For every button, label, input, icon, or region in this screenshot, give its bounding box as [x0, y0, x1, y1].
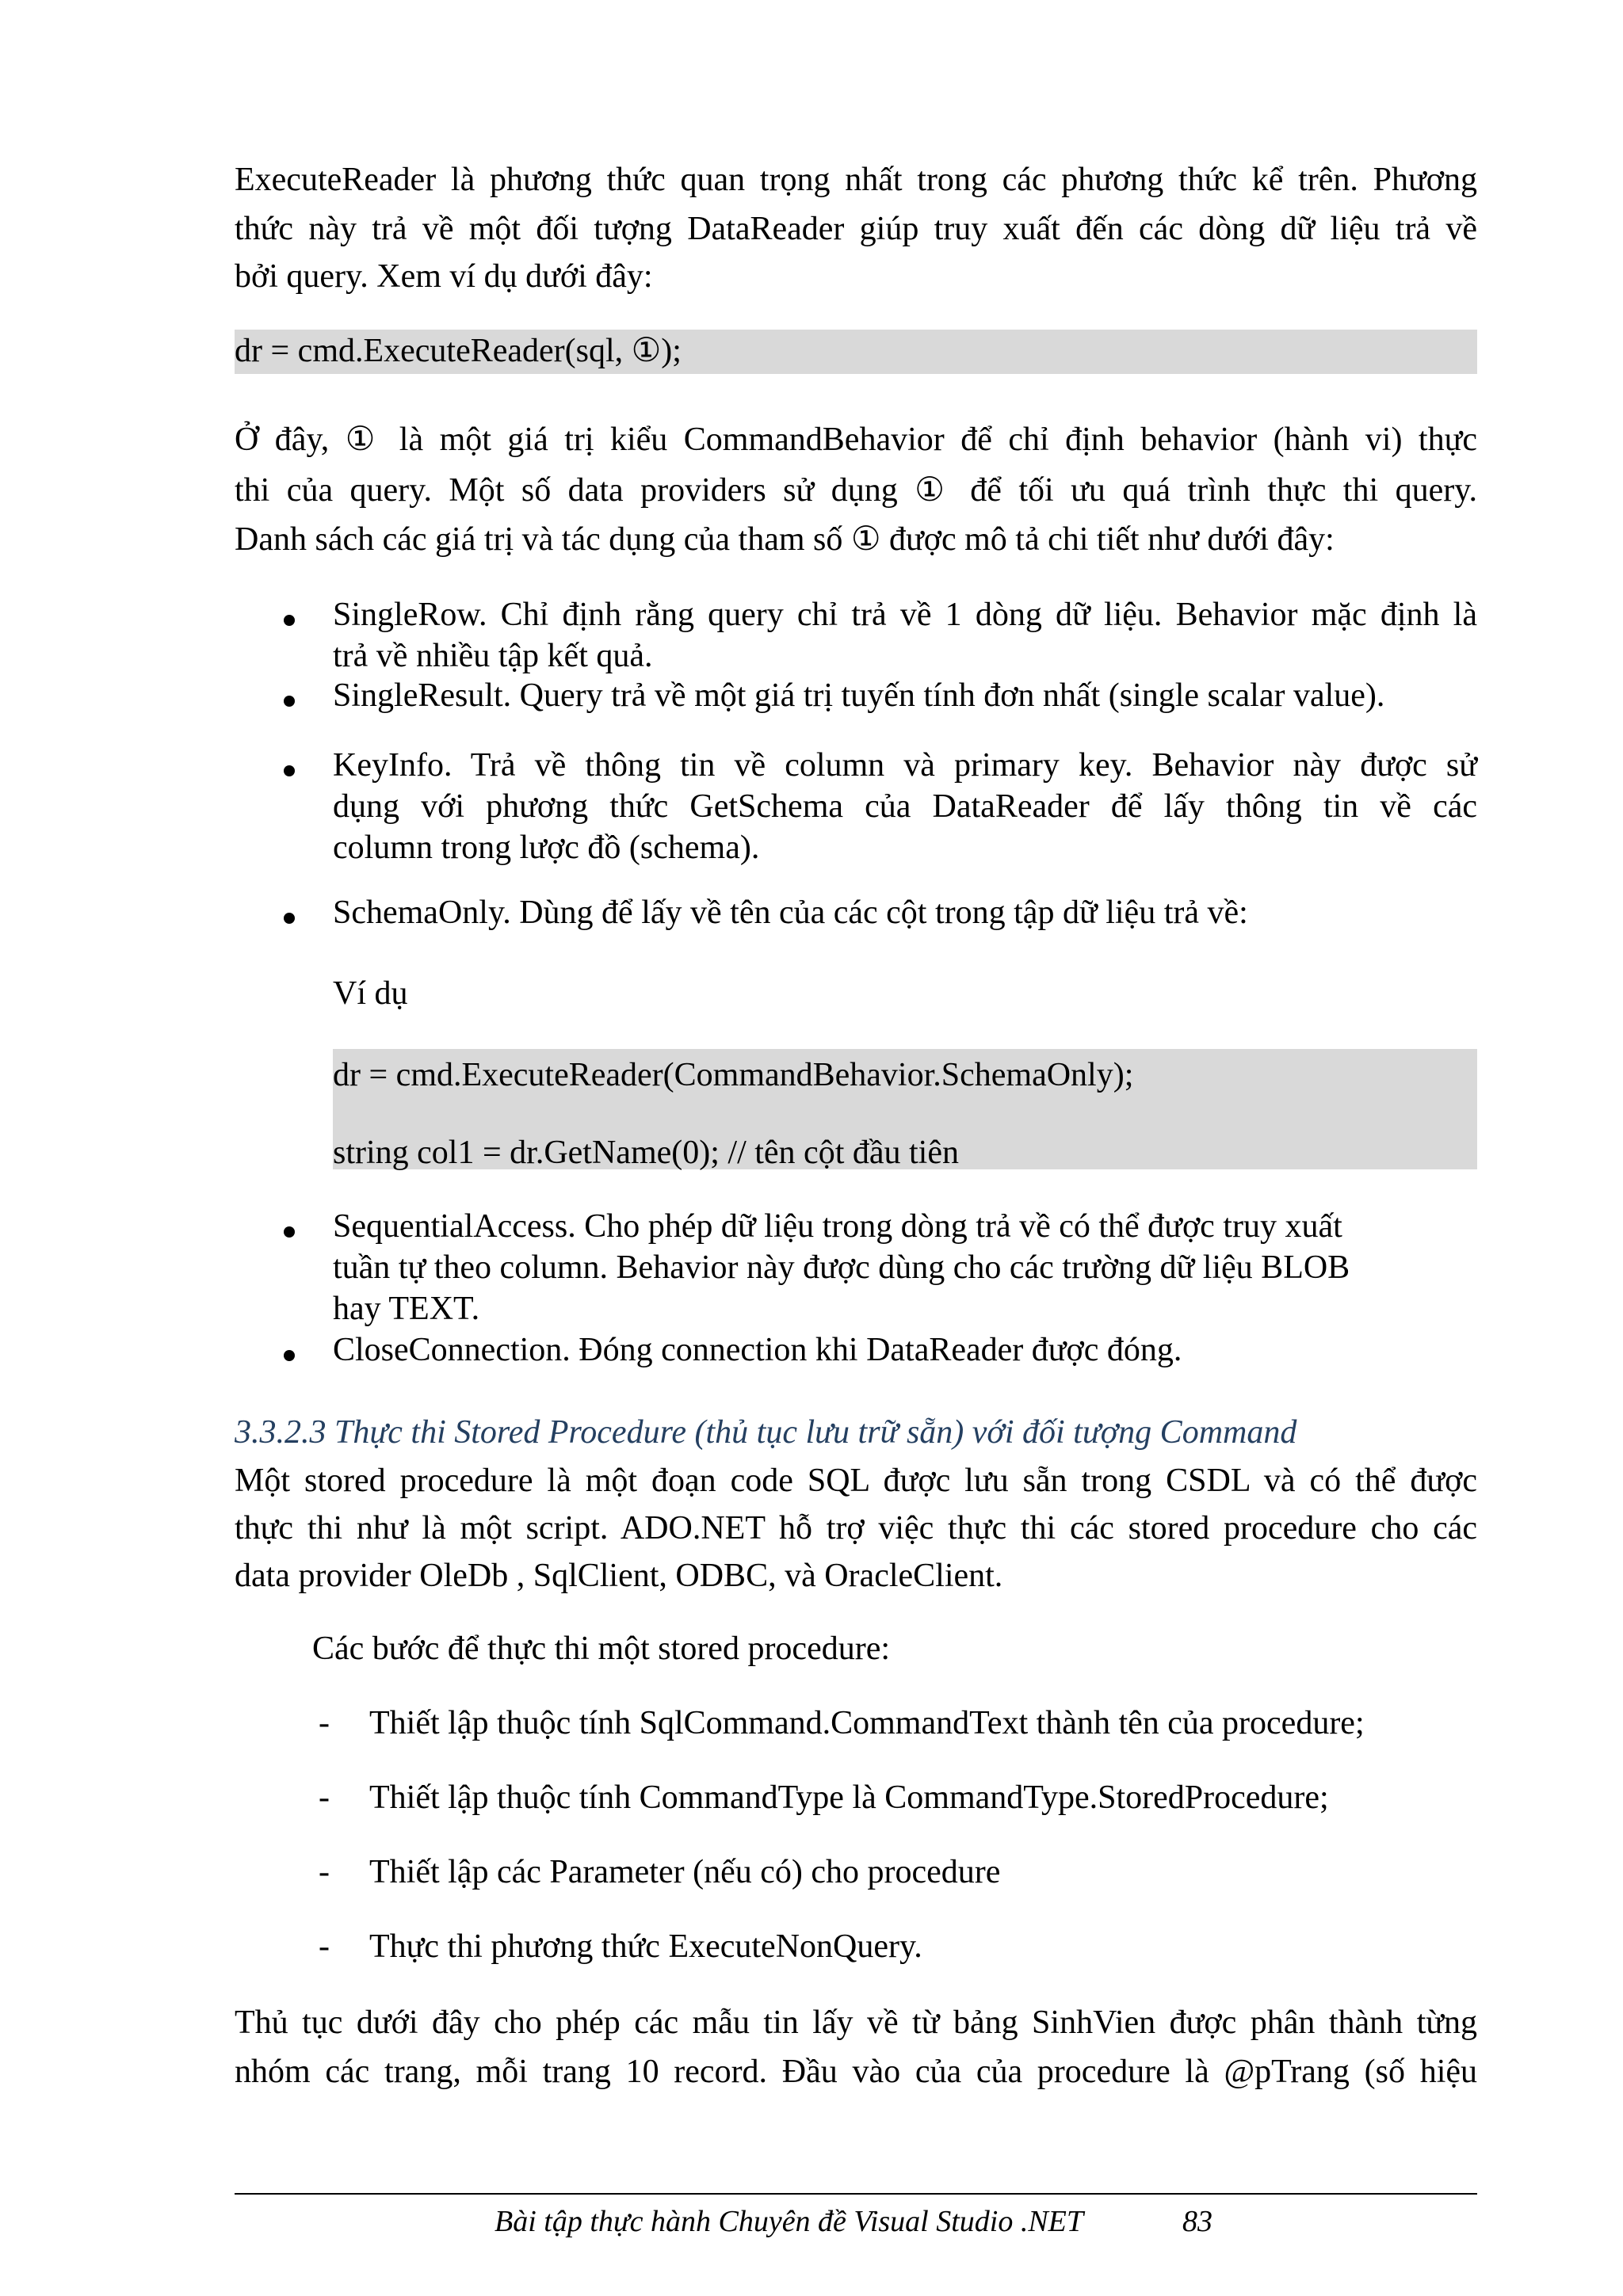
code-block-1	[235, 330, 1477, 374]
intro-line-1: ExecuteReader là phương thức quan trọng nhất trong các phương thức kể trên. Phương	[235, 162, 1477, 198]
step-dash: -	[319, 1705, 330, 1741]
code-block-2-line-2: string col1 = dr.GetName(0); // tên cột đầu tiên	[333, 1135, 959, 1171]
step-2: Thiết lập thuộc tính CommandType là CommandType.StoredProcedure;	[369, 1779, 1329, 1816]
behavior-line-2: thi của query. Một số data providers sử dụng ① để tối ưu quá trình thực thi query.	[235, 472, 1477, 509]
behavior-line-3: Danh sách các giá trị và tác dụng của tham số ① được mô tả chi tiết như dưới đây:	[235, 521, 1335, 558]
bullet-dot	[284, 1226, 295, 1238]
step-1: Thiết lập thuộc tính SqlCommand.CommandText thành tên của procedure;	[369, 1705, 1365, 1741]
page-number: 83	[1182, 2205, 1212, 2238]
section-heading: 3.3.2.3 Thực thi Stored Procedure (thủ tục lưu trữ sẵn) với đối tượng Command	[235, 1414, 1297, 1451]
bullet-singleresult: SingleResult. Query trả về một giá trị tuyến tính đơn nhất (single scalar value).	[333, 677, 1385, 714]
bullet-dot	[284, 696, 295, 707]
bullet-sequential-line-2: tuần tự theo column. Behavior này được dùng cho các trường dữ liệu BLOB	[333, 1249, 1350, 1286]
bullet-closeconnection: CloseConnection. Đóng connection khi DataReader được đóng.	[333, 1332, 1182, 1368]
bullet-keyinfo-line-3: column trong lược đồ (schema).	[333, 830, 760, 866]
step-dash: -	[319, 1854, 330, 1890]
step-3: Thiết lập các Parameter (nếu có) cho procedure	[369, 1854, 1001, 1890]
bullet-dot	[284, 765, 295, 776]
bullet-keyinfo-line-2: dụng với phương thức GetSchema của DataReader để lấy thông tin về các	[333, 788, 1477, 825]
bullet-schemaonly: SchemaOnly. Dùng để lấy về tên của các cột trong tập dữ liệu trả về:	[333, 894, 1248, 931]
bullet-sequential-line-3: hay TEXT.	[333, 1291, 480, 1327]
final-line-2: nhóm các trang, mỗi trang 10 record. Đầu vào của của procedure là @pTrang (số hiệu	[235, 2054, 1477, 2090]
intro-line-2: thức này trả về một đối tượng DataReader giúp truy xuất đến các dòng dữ liệu trả về	[235, 211, 1477, 247]
step-dash: -	[319, 1779, 330, 1816]
final-line-1: Thủ tục dưới đây cho phép các mẫu tin lấy về từ bảng SinhVien được phân thành từng	[235, 2004, 1477, 2041]
code-block-2-line-1: dr = cmd.ExecuteReader(CommandBehavior.SchemaOnly);	[333, 1057, 1134, 1093]
bullet-sequential-line-1: SequentialAccess. Cho phép dữ liệu trong dòng trả về có thể được truy xuất	[333, 1208, 1342, 1245]
intro-line-3: bởi query. Xem ví dụ dưới đây:	[235, 258, 653, 295]
bullet-singlerow-line-2: trả về nhiều tập kết quả.	[333, 638, 653, 674]
code-block-2	[333, 1049, 1477, 1169]
steps-intro: Các bước để thực thi một stored procedure:	[312, 1630, 891, 1667]
sp-line-2: thực thi như là một script. ADO.NET hỗ trợ việc thực thi các stored procedure cho các	[235, 1510, 1477, 1547]
footer-rule	[235, 2193, 1477, 2195]
bullet-dot	[284, 1350, 295, 1361]
footer-title: Bài tập thực hành Chuyên đề Visual Studio .NET	[495, 2205, 1084, 2238]
code-block-1-text: dr = cmd.ExecuteReader(sql, ①);	[235, 333, 682, 369]
sp-line-3: data provider OleDb , SqlClient, ODBC, và OracleClient.	[235, 1558, 1003, 1594]
step-4: Thực thi phương thức ExecuteNonQuery.	[369, 1928, 922, 1965]
example-label: Ví dụ	[333, 975, 408, 1012]
bullet-dot	[284, 913, 295, 924]
bullet-keyinfo-line-1: KeyInfo. Trả về thông tin về column và primary key. Behavior này được sử	[333, 747, 1477, 784]
bullet-singlerow-line-1: SingleRow. Chỉ định rằng query chỉ trả về 1 dòng dữ liệu. Behavior mặc định là	[333, 597, 1477, 633]
sp-line-1: Một stored procedure là một đoạn code SQL được lưu sẵn trong CSDL và có thể được	[235, 1463, 1477, 1499]
behavior-line-1: Ở đây, ① là một giá trị kiểu CommandBehavior để chỉ định behavior (hành vi) thực	[235, 421, 1477, 458]
step-dash: -	[319, 1928, 330, 1965]
bullet-dot	[284, 615, 295, 626]
